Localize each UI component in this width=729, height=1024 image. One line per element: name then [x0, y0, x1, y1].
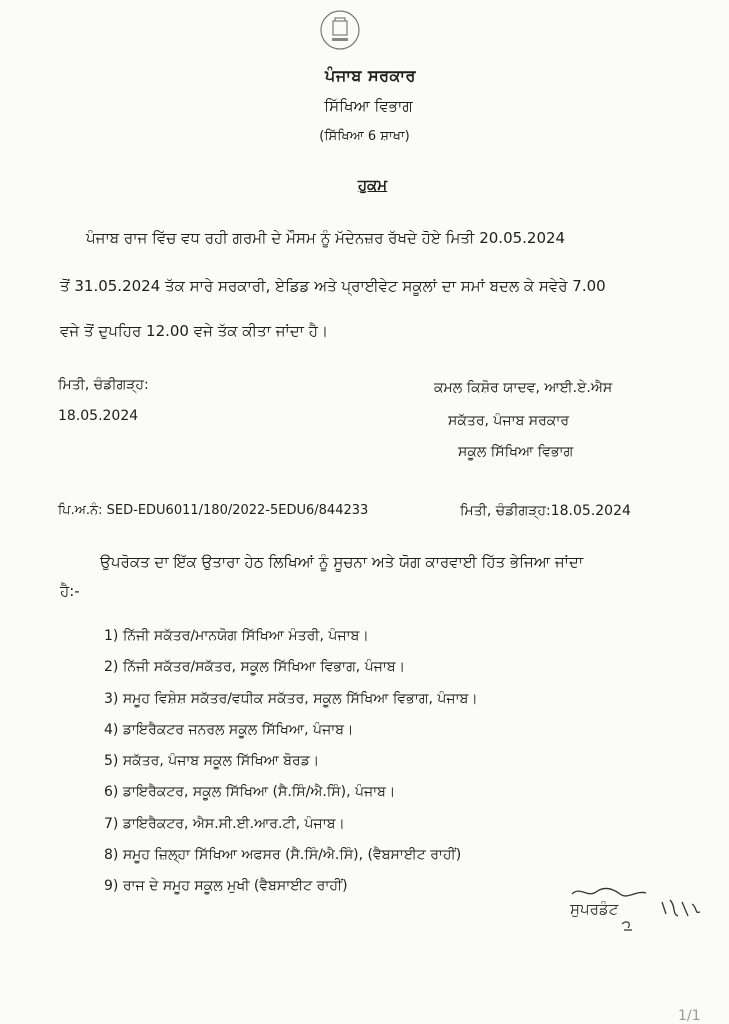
- recipient-item: 6) ਡਾਇਰੈਕਟਰ, ਸਕੂਲ ਸਿੱਖਿਆ (ਸੈ.ਸਿੰ/ਐ.ਸਿੰ), ਪੰਜਾਬ।: [104, 784, 396, 801]
- page-indicator: 1/1: [678, 1008, 701, 1024]
- order-body-line-2: ਤੋਂ 31.05.2024 ਤੱਕ ਸਾਰੇ ਸਰਕਾਰੀ, ਏਡਿਡ ਅਤੇ ਪ੍ਰਾਈਵੇਟ ਸਕੂਲਾਂ ਦਾ ਸਮਾਂ ਬਦਲ ਕੇ ਸਵੇਰੇ 7.00: [60, 277, 606, 295]
- recipient-item: 8) ਸਮੂਹ ਜ਼ਿਲ੍ਹਾ ਸਿੱਖਿਆ ਅਫਸਰ (ਸੈ.ਸਿੰ/ਐ.ਸਿੰ), (ਵੈਬਸਾਈਟ ਰਾਹੀਂ): [104, 847, 462, 864]
- signatory-post-1: ਸਕੱਤਰ, ਪੰਜਾਬ ਸਰਕਾਰ: [448, 413, 570, 429]
- signatory-post-2: ਸਕੂਲ ਸਿੱਖਿਆ ਵਿਭਾਗ: [458, 444, 574, 460]
- superintendent-label: ਸੁਪਰਡੰਟ: [570, 900, 619, 918]
- endorsement-intro-line-2: ਹੈ:-: [60, 582, 80, 600]
- header-branch: (ਸਿੱਖਿਆ 6 ਸ਼ਾਖਾ): [319, 129, 410, 144]
- order-body-line-3: ਵਜੇ ਤੋਂ ਦੁਪਹਿਰ 12.00 ਵਜੇ ਤੱਕ ਕੀਤਾ ਜਾਂਦਾ ਹੈ।: [60, 322, 329, 340]
- recipient-item: 4) ਡਾਇਰੈਕਟਰ ਜਨਰਲ ਸਕੂਲ ਸਿੱਖਿਆ, ਪੰਜਾਬ।: [104, 721, 354, 738]
- recipient-item: 2) ਨਿੱਜੀ ਸਕੱਤਰ/ਸਕੱਤਰ, ਸਕੂਲ ਸਿੱਖਿਆ ਵਿਭਾਗ, ਪੰਜਾਬ।: [104, 659, 406, 676]
- header-government: ਪੰਜਾਬ ਸਰਕਾਰ: [325, 66, 416, 85]
- endorsement-intro-line-1: ਉਪਰੋਕਤ ਦਾ ਇੱਕ ਉਤਾਰਾ ਹੇਠ ਲਿਖਿਆਂ ਨੂੰ ਸੂਚਨਾ ਅਤੇ ਯੋਗ ਕਾਰਵਾਈ ਹਿੱਤ ਭੇਜਿਆ ਜਾਂਦਾ: [100, 553, 584, 571]
- recipient-item: 9) ਰਾਜ ਦੇ ਸਮੂਹ ਸਕੂਲ ਮੁਖੀ (ਵੈਬਸਾਈਟ ਰਾਹੀਂ): [104, 878, 348, 895]
- header-department: ਸਿੱਖਿਆ ਵਿਭਾਗ: [324, 97, 413, 115]
- order-title: ਹੁਕਮ: [357, 176, 388, 194]
- issue-date: 18.05.2024: [58, 408, 139, 424]
- order-body-line-1: ਪੰਜਾਬ ਰਾਜ ਵਿੱਚ ਵਧ ਰਹੀ ਗਰਮੀ ਦੇ ਮੌਸਮ ਨੂੰ ਮੱਦੇਨਜ਼ਰ ਰੱਖਦੇ ਹੋਏ ਮਿਤੀ 20.05.2024: [86, 229, 566, 247]
- recipient-item: 3) ਸਮੂਹ ਵਿਸ਼ੇਸ਼ ਸਕੱਤਰ/ਵਧੀਕ ਸਕੱਤਰ, ਸਕੂਲ ਸਿੱਖਿਆ ਵਿਭਾਗ, ਪੰਜਾਬ।: [104, 690, 478, 707]
- signatory-name: ਕਮਲ ਕਿਸ਼ੋਰ ਯਾਦਵ, ਆਈ.ਏ.ਐਸ: [434, 380, 613, 396]
- recipient-item: 5) ਸਕੱਤਰ, ਪੰਜਾਬ ਸਕੂਲ ਸਿੱਖਿਆ ਬੋਰਡ।: [104, 753, 320, 770]
- reference-number: ਪਿ.ਅ.ਨੰ: SED-EDU6011/180/2022-5EDU6/844233: [58, 503, 369, 518]
- recipient-item: 7) ਡਾਇਰੈਕਟਰ, ਐਸ.ਸੀ.ਈ.ਆਰ.ਟੀ, ਪੰਜਾਬ।: [104, 815, 345, 832]
- reference-date: ਮਿਤੀ, ਚੰਡੀਗੜ੍ਹ:18.05.2024: [460, 503, 631, 519]
- recipient-list: [104, 626, 478, 908]
- recipient-item: 1) ਨਿੱਜੀ ਸਕੱਤਰ/ਮਾਨਯੋਗ ਸਿੱਖਿਆ ਮੰਤਰੀ, ਪੰਜਾਬ।: [104, 628, 369, 644]
- issue-place-label: ਮਿਤੀ, ਚੰਡੀਗੜ੍ਹ:: [58, 377, 149, 393]
- superintendent-signature: [566, 884, 706, 944]
- state-emblem-icon: [318, 8, 362, 52]
